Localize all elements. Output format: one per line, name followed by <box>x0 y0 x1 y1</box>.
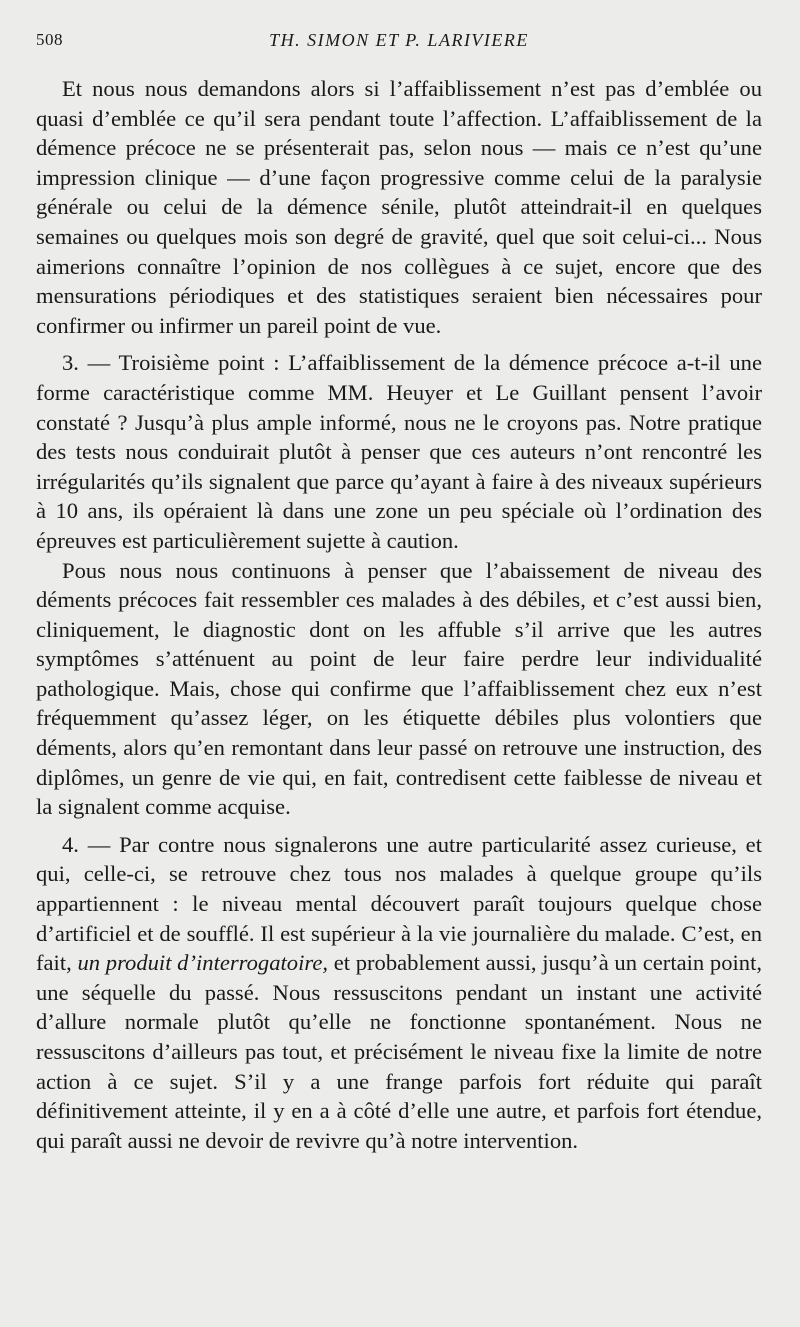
paragraph-3: Pous nous nous continuons à penser que l’abaissement de niveau des déments précoces fait ressembler ces malades à des débiles, et c’est aussi bien, cliniquement, le diagnostic dont on les affuble s’il arrive que les autres symptômes s’atténuent au point de leur faire perdre leur individualité pathologique. Mais, chose qui confirme que l’affaiblissement chez eux n’est fréquemment qu’assez léger, on les étiquette débiles plus volontiers que déments, alors qu’en remontant dans leur passé on retrouve une instruction, des diplômes, un genre de vie qui, en fait, contredisent cette faiblesse de niveau et la signalent comme acquise. <box>36 557 762 820</box>
page-header <box>36 30 762 60</box>
page-number: 508 <box>36 30 63 49</box>
paragraph-1: Et nous nous demandons alors si l’affaiblissement n’est pas d’emblée ou quasi d’emblée ce qu’il sera pendant toute l’affection. L’affaiblissement de la démence précoce ne se présenterait pas, selon nous — mais ce n’est qu’une impression clinique — d’une façon progressive comme celui de la paralysie générale ou celui de la démence sénile, plutôt atteindrait-il en quelques semaines ou quelques mois son degré de gravité, quel que soit celui-ci... Nous aimerions connaître l’opinion de nos collègues à ce sujet, encore que des mensurations périodiques et des statistiques seraient bien nécessaires pour confirmer ou infirmer un pareil point de vue. <box>36 76 762 338</box>
paragraph-4-emphasis: un produit d’interrogatoire, <box>77 950 328 976</box>
body-text <box>36 74 762 1155</box>
running-head: TH. SIMON ET P. LARIVIERE <box>269 30 529 50</box>
paragraph-4-tail: et probablement aussi, jusqu’à un certain point, une séquelle du passé. Nous ressuscitons pendant un instant une activité d’allure normale plutôt qu’elle ne fonctionne spontanément. Nous ne ressuscitons d’ailleurs pas tout, et précisément le niveau fixe la limite de notre action à ce sujet. S’il y a une frange parfois fort réduite qui paraît définitivement atteinte, il y en a à côté d’elle une autre, et parfois fort étendue, qui paraît aussi ne devoir de revivre qu’à notre intervention. <box>36 950 762 1153</box>
paragraph-2: 3. — Troisième point : L’affaiblissement de la démence précoce a-t-il une forme caractéristique comme MM. Heuyer et Le Guillant pensent l’avoir constaté ? Jusqu’à plus ample informé, nous ne le croyons pas. Notre pratique des tests nous conduirait plutôt à penser que ces auteurs n’ont rencontré les irrégularités qu’ils signalent que parce qu’ayant à faire à des niveaux supérieurs à 10 ans, ils opéraient là dans une zone un peu spéciale où l’ordination des épreuves est particulièrement sujette à caution. <box>36 350 762 553</box>
paragraph-4-lead: 4. — Par contre nous signalerons une autre particularité assez curieuse, et qui, celle-ci, se retrouve chez tous nos malades à quelque groupe qu’ils appartiennent : le niveau mental découvert paraît toujours quelque chose d’artificiel et de soufflé. Il est supérieur à la vie journalière du malade. C’est, en fait, <box>36 831 762 976</box>
paragraph-4 <box>36 830 762 1156</box>
